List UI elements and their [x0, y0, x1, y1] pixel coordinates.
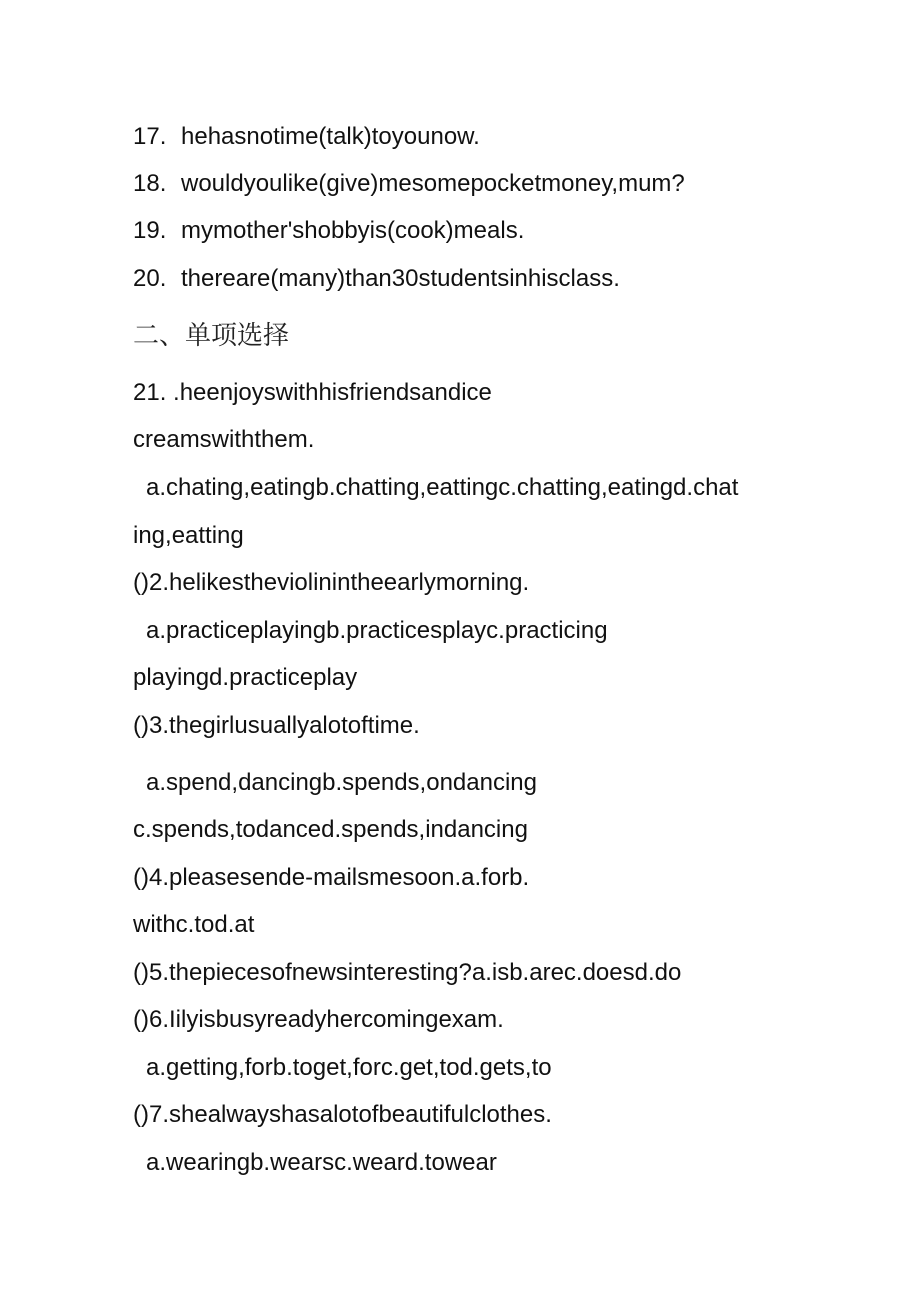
question-18: [133, 168, 685, 200]
question-number: 19.: [133, 217, 167, 244]
question-20: [133, 263, 620, 295]
question-stem-continued: creamswiththem.: [133, 426, 315, 453]
question-2-stem: ()2.helikestheviolinintheearlymorning.: [133, 569, 530, 596]
question-text: hehasnotime(talk)toyounow.: [181, 123, 480, 150]
question-17: [133, 121, 480, 153]
question-text: thereare(many)than30studentsinhisclass.: [181, 265, 620, 292]
answer-options: a.wearingb.wearsc.weard.towear: [146, 1149, 497, 1176]
question-number: 17.: [133, 123, 167, 150]
answer-options-continued: playingd.practiceplay: [133, 664, 358, 691]
question-5-stem: ()5.thepiecesofnewsinteresting?a.isb.arec.doesd.do: [133, 959, 682, 986]
question-7-stem: ()7.shealwayshasalotofbeautifulclothes.: [133, 1101, 552, 1128]
answer-options-continued: withc.tod.at: [133, 911, 255, 938]
question-21-stem: 21. .heenjoyswithhisfriendsandice: [133, 379, 492, 406]
answer-options-continued: c.spends,todanced.spends,indancing: [133, 816, 528, 843]
question-6-stem: ()6.Iilyisbusyreadyhercomingexam.: [133, 1006, 504, 1033]
answer-options: a.chating,eatingb.chatting,eattingc.chatting,eatingd.chat: [146, 474, 739, 501]
question-number: 18.: [133, 170, 167, 197]
answer-options: a.getting,forb.toget,forc.get,tod.gets,to: [146, 1054, 552, 1081]
question-text: mymother'shobbyis(cook)meals.: [181, 217, 525, 244]
question-4-stem: ()4.pleasesende-mailsmesoon.a.forb.: [133, 864, 530, 891]
question-19: [133, 215, 524, 247]
answer-options: a.spend,dancingb.spends,ondancing: [146, 769, 537, 796]
section-heading: 二、单项选择: [133, 321, 290, 351]
answer-options: a.practiceplayingb.practicesplayc.practicing: [146, 617, 608, 644]
answer-options-continued: ing,eatting: [133, 522, 244, 549]
question-number: 20.: [133, 265, 167, 292]
question-3-stem: ()3.thegirlusuallyalotoftime.: [133, 712, 420, 739]
question-text: wouldyoulike(give)mesomepocketmoney,mum?: [181, 170, 685, 197]
